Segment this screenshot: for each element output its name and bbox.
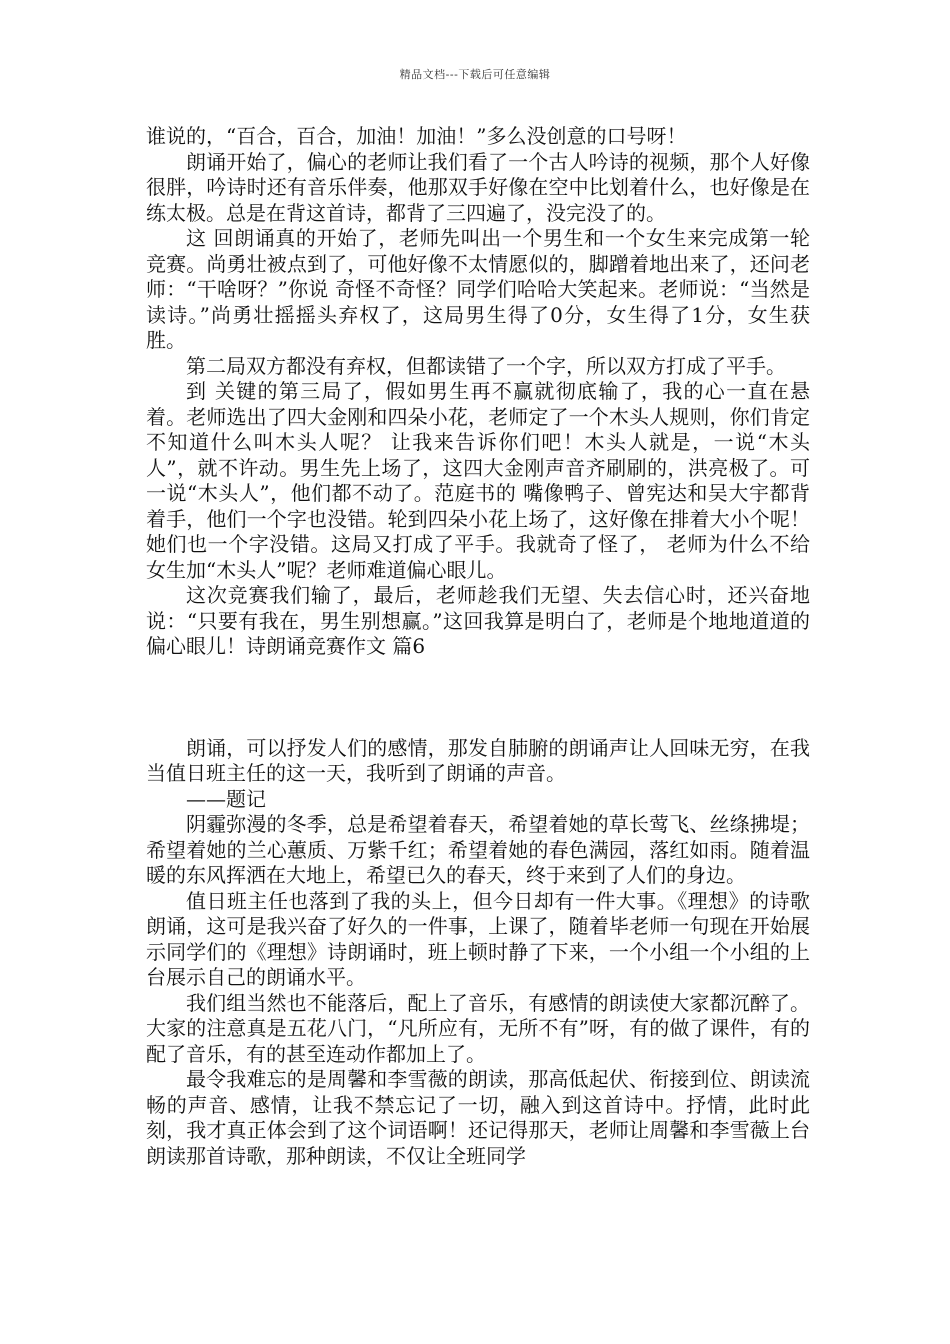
paragraph: 阴霾弥漫的冬季，总是希望着春天，希望着她的草长莺飞、丝绦拂堤；希望着她的兰心蕙质、万紫千红；希望着她的春色满园，落红如雨。随着温暖的东风挥洒在大地上，希望已久的春天，终于来到了人们的身边。 xyxy=(146,812,810,887)
page-header: 精品文档---下载后可任意编辑 xyxy=(399,68,551,81)
section-gap xyxy=(146,660,810,736)
paragraph: 这次竞赛我们输了，最后，老师趁我们无望、失去信心时，还兴奋地说：“只要有我在，男生别想赢。”这回我算是明白了，老师是个地地道道的偏心眼儿！诗朗诵竞赛作文 篇6 xyxy=(146,583,810,658)
paragraph: 谁说的，“百合，百合，加油！加油！”多么没创意的口号呀！ xyxy=(146,124,687,148)
paragraph: 值日班主任也落到了我的头上，但今日却有一件大事。《理想》的诗歌朗诵，这可是我兴奋了好久的一件事，上课了，随着毕老师一句现在开始展示同学们的《理想》诗朗诵时，班上顿时静了下来，一个小组一个小组的上台展示自己的朗诵水平。 xyxy=(146,888,810,989)
section-bottom xyxy=(146,736,810,1170)
paragraph: 朗诵开始了，偏心的老师让我们看了一个古人吟诗的视频，那个人好像很胖，吟诗时还有音乐伴奏，他那双手好像在空中比划着什么，也好像是在练太极。总是在背这首诗，都背了三四遍了，没完没了的。 xyxy=(146,149,810,225)
section-top xyxy=(146,124,810,660)
paragraph: 这 回朗诵真的开始了，老师先叫出一个男生和一个女生来完成第一轮竞赛。尚勇壮被点到了，可他好像不太情愿似的，脚蹭着地出来了，还问老师：“干啥呀？”你说 奇怪不奇怪？同学们哈哈大笑起来。老师说：“当然是读诗。”尚勇壮摇摇头弃权了，这局男生得了0分，女生得了1分，女生获胜。 xyxy=(146,226,810,352)
document-body xyxy=(146,124,810,1169)
paragraph: 最令我难忘的是周馨和李雪薇的朗读，那高低起伏、衔接到位、朗读流畅的声音、感情，让我不禁忘记了一切，融入到这首诗中。抒情，此时此刻，我才真正体会到了这个词语啊！还记得那天，老师让周馨和李雪薇上台朗读那首诗歌，那种朗读，不仅让全班同学 xyxy=(146,1067,810,1168)
paragraph: 朗诵，可以抒发人们的感情，那发自肺腑的朗诵声让人回味无穷，在我当值日班主任的这一天，我听到了朗诵的声音。 xyxy=(146,735,810,785)
paragraph: 到 关键的第三局了，假如男生再不赢就彻底输了，我的心一直在悬着。老师选出了四大金刚和四朵小花，老师定了一个木头人规则，你们肯定不知道什么叫木头人呢？ 让我来告诉你们吧！木头人就是，一说“木头人”，就不许动。男生先上场了，这四大金刚声音齐刷刷的，洪亮极了。可一说“木头人”，他们都不动了。范庭书的 嘴像鸭子、曾宪达和吴大宇都背着手，他们一个字也没错。轮到四朵小花上场了，这好像在排着大小个呢！她们也一个字没错。这局又打成了平手。我就奇了怪了， 老师为什么不给女生加“木头人”呢？老师难道偏心眼儿。 xyxy=(146,379,810,582)
paragraph: 第二局双方都没有弃权，但都读错了一个字，所以双方打成了平手。 xyxy=(186,353,786,378)
paragraph: 我们组当然也不能落后，配上了音乐，有感情的朗读使大家都沉醉了。大家的注意真是五花八门，“凡所应有，无所不有”呀，有的做了课件，有的配了音乐，有的甚至连动作都加上了。 xyxy=(146,990,810,1066)
epigraph: ——题记 xyxy=(186,786,266,811)
